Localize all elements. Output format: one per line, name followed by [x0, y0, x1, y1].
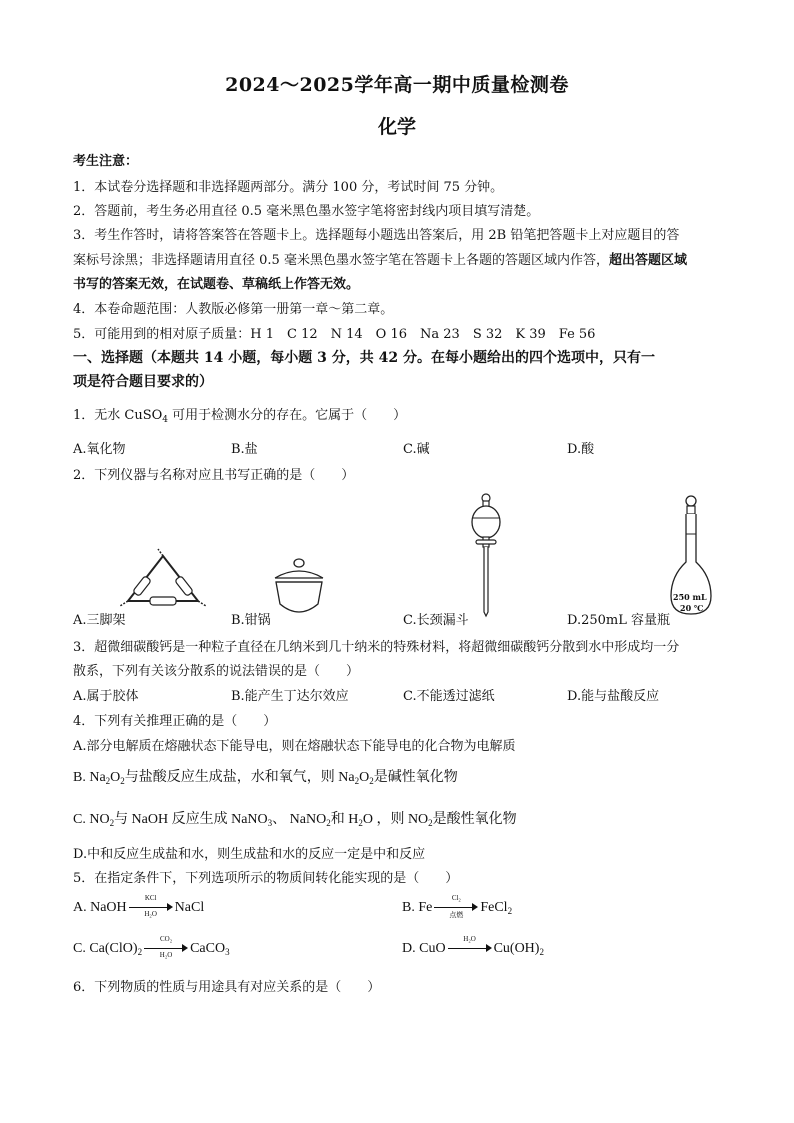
q3-stem-line2: 散系，下列有关该分散系的说法错误的是（ ） — [73, 664, 360, 679]
q1-stem-sub: 4 — [162, 415, 169, 425]
notice-item-3-cont — [73, 249, 687, 268]
q5-a-above: KCl — [144, 893, 157, 902]
notice-item-4: 4．本卷命题范围：人教版必修第一册第一章～第二章。 — [73, 302, 394, 317]
q5-b-below: 点燃 — [449, 910, 464, 919]
q3-option-d: D.能与盐酸反应 — [567, 689, 660, 704]
q5-a-reactant: A. NaOH — [73, 900, 127, 915]
section-heading-line2: 项是符合题目要求的） — [73, 374, 213, 390]
notice-item-3: 3．考生作答时，请将答案答在答题卡上。选择题每小题选出答案后，用 2B 铅笔把答题卡上对应题目的答 — [73, 228, 680, 243]
q2-option-c: C.长颈漏斗 — [403, 613, 469, 628]
flask-label-volume: 250 mL — [673, 592, 707, 602]
q5-option-d — [402, 934, 544, 957]
q5-c-arrow — [144, 934, 188, 959]
tripod-triangle-figure — [118, 546, 208, 608]
q4-c-t1: 2 — [109, 818, 115, 828]
q4-c-t6: 和 H — [330, 812, 359, 827]
q5-a-arrow — [129, 893, 173, 918]
q2-option-b: B.钳锅 — [231, 613, 271, 628]
notice-item-3-line3: 书写的答案无效，在试题卷、草稿纸上作答无效。 — [73, 277, 360, 292]
notice-item-2: 2．答题前，考生务必用直径 0.5 毫米黑色墨水签字笔将密封线内项目填写清楚。 — [73, 204, 540, 219]
subject-title: 化学 — [377, 116, 416, 138]
q5-d-arrow — [448, 934, 492, 954]
q5-d-product-sub: 2 — [539, 947, 544, 957]
notice-item-5: 5．可能用到的相对原子质量：H 1 C 12 N 14 O 16 Na 23 S 32 K 39 Fe 56 — [73, 327, 596, 342]
q4-b-t0: B. Na — [73, 770, 106, 785]
section-heading-line1: 一、选择题（本题共 14 小题，每小题 3 分，共 42 分。在每小题给出的四个选项中，只有一 — [73, 350, 655, 366]
q1-stem-b: 可用于检测水分的存在。它属于（ ） — [168, 408, 407, 423]
flask-label-temp: 20 ℃ — [680, 603, 704, 613]
q5-c-reactant-sub: 2 — [137, 947, 143, 957]
q5-stem: 5．在指定条件下，下列选项所示的物质间转化能实现的是（ ） — [73, 871, 459, 886]
q6-stem: 6．下列物质的性质与用途具有对应关系的是（ ） — [73, 980, 381, 995]
q1-option-c: C.碱 — [403, 442, 430, 457]
q4-b-t6: O — [359, 770, 370, 785]
q5-b-reactant: B. Fe — [402, 900, 433, 915]
q4-c-t2: 与 NaOH 反应生成 NaNO — [114, 812, 268, 827]
q5-b-product: FeCl — [480, 900, 508, 915]
q3-option-b: B.能产生丁达尔效应 — [231, 689, 349, 704]
q5-option-b — [402, 893, 513, 919]
q4-b-t3: 2 — [120, 776, 125, 786]
crucible-figure — [270, 556, 328, 620]
q5-d-reactant: D. CuO — [402, 941, 446, 956]
q2-option-a: A.三脚架 — [73, 613, 126, 628]
q5-b-product-sub: 2 — [507, 906, 513, 916]
notice-item-3-bold: 超出答题区域 — [608, 253, 687, 268]
q3-option-c: C.不能透过滤纸 — [403, 689, 495, 704]
q5-option-a — [73, 893, 205, 918]
q4-b-t4: 与盐酸反应生成盐，水和氧气，则 Na — [124, 770, 355, 785]
q4-c-t7: 2 — [358, 818, 363, 828]
q1-stem — [73, 404, 406, 425]
q4-c-t10: 是酸性氧化物 — [432, 812, 517, 827]
q5-c-product: CaCO — [190, 941, 226, 956]
q2-option-d: D.250mL 容量瓶 — [567, 613, 670, 628]
q4-option-c — [73, 808, 517, 828]
q4-c-t3: 3 — [267, 818, 273, 828]
q5-d-above: H₂O — [463, 934, 476, 943]
notice-heading: 考生注意： — [73, 154, 139, 169]
q2-stem: 2．下列仪器与名称对应且书写正确的是（ ） — [73, 468, 355, 483]
q5-b-above: Cl₂ — [451, 893, 461, 902]
q4-option-a: A.部分电解质在熔融状态下能导电，则在熔融状态下能导电的化合物为电解质 — [73, 739, 516, 754]
q1-stem-a: 1．无水 CuSO — [73, 408, 163, 423]
exam-title: 2024～2025学年高一期中质量检测卷 — [225, 74, 569, 96]
q5-c-above: CO₂ — [159, 934, 173, 943]
q4-b-t2: O — [110, 770, 121, 785]
q1-option-d: D.酸 — [567, 442, 595, 457]
q3-option-a: A.属于胶体 — [73, 689, 139, 704]
notice-item-1: 1．本试卷分选择题和非选择题两部分。满分 100 分，考试时间 75 分钟。 — [73, 180, 504, 195]
q5-c-reactant: C. Ca(ClO) — [73, 941, 138, 956]
q4-c-t5: 2 — [326, 818, 331, 828]
q4-b-t7: 2 — [369, 776, 374, 786]
q1-option-a: A.氧化物 — [73, 442, 126, 457]
q5-a-product: NaCl — [174, 900, 205, 915]
q4-c-t8: O ，则 NO — [362, 812, 429, 827]
q4-b-t1: 2 — [105, 776, 111, 786]
q1-option-b: B.盐 — [231, 442, 258, 457]
q4-option-d: D.中和反应生成盐和水，则生成盐和水的反应一定是中和反应 — [73, 847, 426, 862]
q5-d-product: Cu(OH) — [493, 941, 540, 956]
q3-stem-line1: 3．超微细碳酸钙是一种粒子直径在几纳米到几十纳米的特殊材料，将超微细碳酸钙分散到水中形成均一分 — [73, 640, 680, 655]
funnel-figure — [468, 492, 504, 620]
q5-b-arrow — [434, 893, 478, 919]
q5-c-product-sub: 3 — [225, 947, 230, 957]
q4-stem: 4．下列有关推理正确的是（ ） — [73, 714, 277, 729]
notice-item-3-line2: 案标号涂黑；非选择题请用直径 0.5 毫米黑色墨水签字笔在答题卡上各题的答题区域内作答， — [73, 253, 609, 268]
q4-c-t9: 2 — [428, 818, 433, 828]
q4-c-t0: C. NO — [73, 812, 110, 827]
q4-b-t5: 2 — [354, 776, 360, 786]
q5-a-below: H₂O — [144, 909, 157, 918]
q4-b-t8: 是碱性氧化物 — [373, 770, 458, 785]
q5-c-below: H₂O — [159, 950, 173, 959]
q5-option-c — [73, 934, 230, 959]
q4-option-b — [73, 766, 458, 786]
q4-c-t4: 、 NaNO — [272, 812, 327, 827]
